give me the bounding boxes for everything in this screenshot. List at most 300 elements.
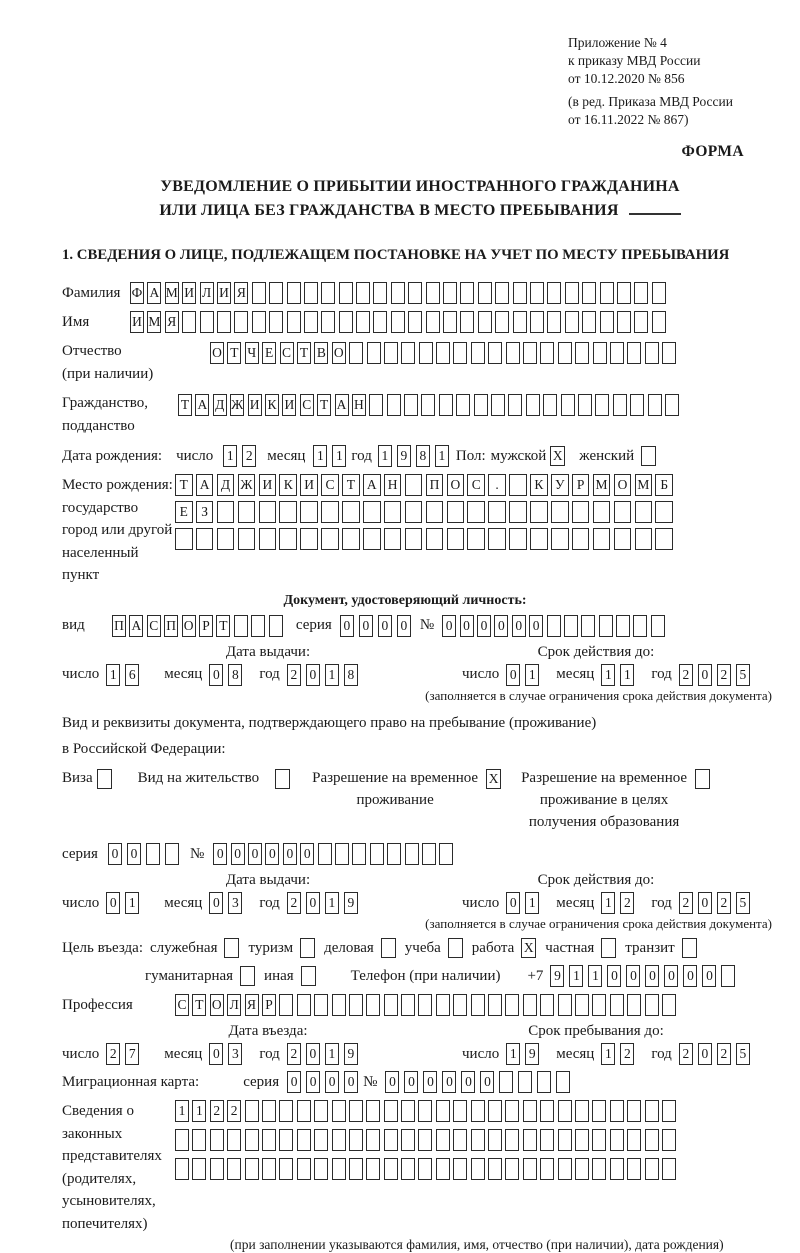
char-box[interactable] <box>551 501 569 523</box>
char-box[interactable] <box>523 994 537 1016</box>
char-box[interactable] <box>436 1158 450 1180</box>
char-box[interactable] <box>617 282 631 304</box>
char-box[interactable] <box>471 342 485 364</box>
char-box[interactable] <box>287 282 301 304</box>
char-box[interactable] <box>175 1129 189 1151</box>
char-box[interactable]: С <box>280 342 294 364</box>
char-box[interactable] <box>530 282 544 304</box>
char-box[interactable]: 0 <box>300 843 314 865</box>
char-box[interactable] <box>404 394 418 416</box>
char-box[interactable] <box>662 1100 676 1122</box>
char-box[interactable] <box>217 528 235 550</box>
char-box[interactable]: Т <box>178 394 192 416</box>
char-box[interactable] <box>645 1129 659 1151</box>
char-box[interactable]: И <box>182 282 196 304</box>
char-box[interactable] <box>547 311 561 333</box>
char-box[interactable] <box>592 994 606 1016</box>
char-box[interactable]: 2 <box>717 664 731 686</box>
char-box[interactable] <box>297 1129 311 1151</box>
char-box[interactable] <box>610 994 624 1016</box>
char-box[interactable]: Р <box>572 474 590 496</box>
char-box[interactable] <box>509 528 527 550</box>
visa-checkbox[interactable] <box>97 769 112 789</box>
char-box[interactable]: 9 <box>525 1043 539 1065</box>
char-box[interactable] <box>369 394 383 416</box>
char-box[interactable] <box>540 1129 554 1151</box>
purpose-transit-checkbox[interactable] <box>682 938 697 958</box>
char-box[interactable]: Т <box>297 342 311 364</box>
char-box[interactable] <box>363 528 381 550</box>
char-box[interactable] <box>339 311 353 333</box>
char-box[interactable] <box>523 342 537 364</box>
char-box[interactable]: 9 <box>344 1043 358 1065</box>
char-box[interactable] <box>547 615 561 637</box>
char-box[interactable] <box>600 282 614 304</box>
char-box[interactable]: Р <box>199 615 213 637</box>
char-box[interactable]: 1 <box>125 892 139 914</box>
char-box[interactable] <box>366 1129 380 1151</box>
char-box[interactable] <box>558 994 572 1016</box>
char-box[interactable] <box>495 311 509 333</box>
char-box[interactable] <box>592 1158 606 1180</box>
char-box[interactable] <box>447 501 465 523</box>
char-box[interactable] <box>408 311 422 333</box>
char-box[interactable]: 0 <box>664 965 678 987</box>
char-box[interactable] <box>418 1158 432 1180</box>
char-box[interactable]: 2 <box>717 1043 731 1065</box>
char-box[interactable]: 5 <box>736 664 750 686</box>
char-box[interactable] <box>633 615 647 637</box>
char-box[interactable]: О <box>332 342 346 364</box>
char-box[interactable] <box>387 394 401 416</box>
char-box[interactable]: П <box>112 615 126 637</box>
char-box[interactable]: С <box>175 994 189 1016</box>
char-box[interactable]: 8 <box>228 664 242 686</box>
char-box[interactable]: Т <box>216 615 230 637</box>
char-box[interactable]: 5 <box>736 1043 750 1065</box>
char-box[interactable]: П <box>426 474 444 496</box>
char-box[interactable]: 1 <box>325 892 339 914</box>
char-box[interactable]: 0 <box>127 843 141 865</box>
char-box[interactable]: К <box>265 394 279 416</box>
char-box[interactable]: 0 <box>512 615 526 637</box>
char-box[interactable]: 1 <box>106 664 120 686</box>
char-box[interactable] <box>645 342 659 364</box>
char-box[interactable]: А <box>195 394 209 416</box>
char-box[interactable]: 5 <box>736 892 750 914</box>
char-box[interactable]: 0 <box>209 1043 223 1065</box>
char-box[interactable] <box>556 1071 570 1093</box>
char-box[interactable] <box>575 342 589 364</box>
char-box[interactable] <box>488 1158 502 1180</box>
char-box[interactable] <box>342 501 360 523</box>
char-box[interactable] <box>467 528 485 550</box>
char-box[interactable] <box>488 342 502 364</box>
char-box[interactable] <box>279 1129 293 1151</box>
char-box[interactable]: М <box>165 282 179 304</box>
char-box[interactable]: С <box>147 615 161 637</box>
char-box[interactable] <box>610 342 624 364</box>
char-box[interactable] <box>551 528 569 550</box>
char-box[interactable]: 0 <box>442 1071 456 1093</box>
char-box[interactable]: 0 <box>480 1071 494 1093</box>
char-box[interactable] <box>614 501 632 523</box>
char-box[interactable] <box>314 994 328 1016</box>
purpose-tourism-checkbox[interactable] <box>300 938 315 958</box>
char-box[interactable] <box>652 282 666 304</box>
char-box[interactable]: 2 <box>679 1043 693 1065</box>
char-box[interactable]: К <box>279 474 297 496</box>
char-box[interactable] <box>645 994 659 1016</box>
char-box[interactable]: 0 <box>231 843 245 865</box>
char-box[interactable] <box>453 994 467 1016</box>
char-box[interactable]: И <box>217 282 231 304</box>
char-box[interactable] <box>217 501 235 523</box>
char-box[interactable] <box>279 994 293 1016</box>
char-box[interactable]: И <box>259 474 277 496</box>
char-box[interactable]: А <box>129 615 143 637</box>
char-box[interactable] <box>300 501 318 523</box>
char-box[interactable]: 0 <box>494 615 508 637</box>
purpose-private-checkbox[interactable] <box>601 938 616 958</box>
char-box[interactable] <box>217 311 231 333</box>
char-box[interactable] <box>367 342 381 364</box>
char-box[interactable] <box>645 1158 659 1180</box>
char-box[interactable] <box>582 311 596 333</box>
char-box[interactable]: 1 <box>525 664 539 686</box>
char-box[interactable]: 3 <box>228 892 242 914</box>
char-box[interactable] <box>495 282 509 304</box>
char-box[interactable] <box>651 615 665 637</box>
char-box[interactable] <box>627 1100 641 1122</box>
char-box[interactable] <box>297 1158 311 1180</box>
char-box[interactable] <box>262 1100 276 1122</box>
char-box[interactable] <box>269 615 283 637</box>
char-box[interactable] <box>297 1100 311 1122</box>
char-box[interactable] <box>251 615 265 637</box>
char-box[interactable]: И <box>248 394 262 416</box>
char-box[interactable] <box>614 528 632 550</box>
char-box[interactable] <box>252 282 266 304</box>
char-box[interactable] <box>384 1129 398 1151</box>
char-box[interactable] <box>287 311 301 333</box>
char-box[interactable] <box>387 843 401 865</box>
char-box[interactable] <box>471 1100 485 1122</box>
char-box[interactable] <box>318 843 332 865</box>
char-box[interactable]: 0 <box>306 1043 320 1065</box>
char-box[interactable] <box>616 615 630 637</box>
char-box[interactable] <box>592 1129 606 1151</box>
char-box[interactable] <box>314 1158 328 1180</box>
char-box[interactable] <box>509 474 527 496</box>
char-box[interactable] <box>405 474 423 496</box>
char-box[interactable]: Я <box>245 994 259 1016</box>
char-box[interactable]: Ж <box>238 474 256 496</box>
char-box[interactable] <box>426 501 444 523</box>
char-box[interactable] <box>478 311 492 333</box>
char-box[interactable]: В <box>314 342 328 364</box>
char-box[interactable]: 0 <box>529 615 543 637</box>
char-box[interactable] <box>610 1158 624 1180</box>
char-box[interactable] <box>558 1129 572 1151</box>
char-box[interactable]: 0 <box>626 965 640 987</box>
char-box[interactable]: П <box>164 615 178 637</box>
char-box[interactable] <box>373 311 387 333</box>
char-box[interactable]: О <box>447 474 465 496</box>
char-box[interactable]: 2 <box>620 892 634 914</box>
char-box[interactable] <box>332 1158 346 1180</box>
char-box[interactable] <box>645 1100 659 1122</box>
char-box[interactable] <box>617 311 631 333</box>
char-box[interactable] <box>419 342 433 364</box>
char-box[interactable]: Е <box>175 501 193 523</box>
char-box[interactable]: М <box>635 474 653 496</box>
char-box[interactable] <box>627 994 641 1016</box>
char-box[interactable] <box>418 1129 432 1151</box>
char-box[interactable]: 8 <box>416 445 430 467</box>
char-box[interactable] <box>405 528 423 550</box>
char-box[interactable]: 0 <box>378 615 392 637</box>
char-box[interactable]: И <box>282 394 296 416</box>
char-box[interactable] <box>405 843 419 865</box>
char-box[interactable] <box>513 282 527 304</box>
char-box[interactable] <box>401 994 415 1016</box>
char-box[interactable]: 0 <box>209 892 223 914</box>
char-box[interactable]: 0 <box>306 1071 320 1093</box>
char-box[interactable]: У <box>551 474 569 496</box>
char-box[interactable]: 2 <box>242 445 256 467</box>
sex-female-checkbox[interactable] <box>641 446 656 466</box>
char-box[interactable]: 0 <box>607 965 621 987</box>
char-box[interactable]: А <box>335 394 349 416</box>
char-box[interactable] <box>436 342 450 364</box>
char-box[interactable] <box>234 311 248 333</box>
char-box[interactable] <box>439 394 453 416</box>
char-box[interactable] <box>366 1100 380 1122</box>
char-box[interactable] <box>245 1129 259 1151</box>
char-box[interactable] <box>595 394 609 416</box>
char-box[interactable] <box>363 501 381 523</box>
char-box[interactable]: С <box>467 474 485 496</box>
char-box[interactable]: 2 <box>227 1100 241 1122</box>
char-box[interactable] <box>575 994 589 1016</box>
char-box[interactable] <box>401 1100 415 1122</box>
char-box[interactable] <box>332 994 346 1016</box>
char-box[interactable] <box>505 1129 519 1151</box>
char-box[interactable] <box>426 282 440 304</box>
char-box[interactable] <box>165 843 179 865</box>
char-box[interactable]: 9 <box>550 965 564 987</box>
char-box[interactable] <box>146 843 160 865</box>
char-box[interactable] <box>384 528 402 550</box>
char-box[interactable] <box>558 342 572 364</box>
char-box[interactable]: 0 <box>306 664 320 686</box>
char-box[interactable] <box>488 1100 502 1122</box>
char-box[interactable]: Н <box>352 394 366 416</box>
char-box[interactable]: 0 <box>461 1071 475 1093</box>
char-box[interactable]: 0 <box>702 965 716 987</box>
char-box[interactable]: 0 <box>506 664 520 686</box>
char-box[interactable] <box>349 1100 363 1122</box>
char-box[interactable] <box>349 1129 363 1151</box>
char-box[interactable] <box>488 1129 502 1151</box>
char-box[interactable] <box>655 501 673 523</box>
char-box[interactable]: З <box>196 501 214 523</box>
char-box[interactable]: 0 <box>397 615 411 637</box>
char-box[interactable] <box>332 1129 346 1151</box>
char-box[interactable] <box>613 394 627 416</box>
char-box[interactable] <box>300 528 318 550</box>
char-box[interactable] <box>453 1100 467 1122</box>
char-box[interactable]: 1 <box>223 445 237 467</box>
char-box[interactable] <box>349 994 363 1016</box>
char-box[interactable] <box>436 1129 450 1151</box>
char-box[interactable] <box>356 282 370 304</box>
char-box[interactable]: Л <box>227 994 241 1016</box>
char-box[interactable] <box>262 1129 276 1151</box>
char-box[interactable] <box>436 1100 450 1122</box>
char-box[interactable]: 1 <box>620 664 634 686</box>
char-box[interactable] <box>384 994 398 1016</box>
purpose-other-checkbox[interactable] <box>301 966 316 986</box>
char-box[interactable] <box>593 528 611 550</box>
char-box[interactable] <box>245 1100 259 1122</box>
char-box[interactable]: 3 <box>228 1043 242 1065</box>
char-box[interactable]: 0 <box>698 892 712 914</box>
char-box[interactable] <box>366 994 380 1016</box>
char-box[interactable] <box>634 282 648 304</box>
char-box[interactable] <box>491 394 505 416</box>
char-box[interactable] <box>456 394 470 416</box>
char-box[interactable] <box>373 282 387 304</box>
char-box[interactable] <box>662 342 676 364</box>
char-box[interactable] <box>391 282 405 304</box>
char-box[interactable]: 0 <box>283 843 297 865</box>
char-box[interactable] <box>523 1129 537 1151</box>
char-box[interactable]: Ч <box>245 342 259 364</box>
char-box[interactable]: Б <box>655 474 673 496</box>
char-box[interactable]: Т <box>342 474 360 496</box>
char-box[interactable] <box>238 528 256 550</box>
char-box[interactable]: 1 <box>175 1100 189 1122</box>
char-box[interactable] <box>349 1158 363 1180</box>
char-box[interactable] <box>339 282 353 304</box>
char-box[interactable]: Т <box>317 394 331 416</box>
char-box[interactable] <box>593 342 607 364</box>
char-box[interactable]: Т <box>227 342 241 364</box>
char-box[interactable]: 1 <box>325 1043 339 1065</box>
char-box[interactable] <box>581 615 595 637</box>
char-box[interactable]: 9 <box>397 445 411 467</box>
char-box[interactable] <box>572 528 590 550</box>
char-box[interactable] <box>540 994 554 1016</box>
char-box[interactable] <box>192 1158 206 1180</box>
char-box[interactable] <box>508 394 522 416</box>
char-box[interactable] <box>321 282 335 304</box>
char-box[interactable]: О <box>614 474 632 496</box>
char-box[interactable] <box>453 342 467 364</box>
char-box[interactable]: А <box>363 474 381 496</box>
char-box[interactable]: 1 <box>192 1100 206 1122</box>
char-box[interactable]: 7 <box>125 1043 139 1065</box>
char-box[interactable]: 0 <box>340 615 354 637</box>
char-box[interactable] <box>509 501 527 523</box>
char-box[interactable] <box>426 528 444 550</box>
char-box[interactable] <box>627 1158 641 1180</box>
char-box[interactable]: 2 <box>679 664 693 686</box>
char-box[interactable] <box>523 1158 537 1180</box>
char-box[interactable] <box>200 311 214 333</box>
char-box[interactable] <box>578 394 592 416</box>
char-box[interactable]: 6 <box>125 664 139 686</box>
char-box[interactable] <box>592 1100 606 1122</box>
char-box[interactable] <box>537 1071 551 1093</box>
char-box[interactable] <box>384 342 398 364</box>
char-box[interactable] <box>297 994 311 1016</box>
char-box[interactable] <box>262 1158 276 1180</box>
char-box[interactable]: Я <box>165 311 179 333</box>
char-box[interactable]: 1 <box>525 892 539 914</box>
char-box[interactable] <box>634 311 648 333</box>
char-box[interactable]: 0 <box>423 1071 437 1093</box>
char-box[interactable] <box>460 311 474 333</box>
char-box[interactable] <box>252 311 266 333</box>
char-box[interactable] <box>436 994 450 1016</box>
char-box[interactable] <box>575 1100 589 1122</box>
char-box[interactable]: 1 <box>332 445 346 467</box>
char-box[interactable]: 1 <box>435 445 449 467</box>
char-box[interactable]: С <box>300 394 314 416</box>
char-box[interactable]: О <box>210 342 224 364</box>
char-box[interactable] <box>401 342 415 364</box>
char-box[interactable] <box>227 1129 241 1151</box>
char-box[interactable] <box>210 1129 224 1151</box>
char-box[interactable] <box>547 282 561 304</box>
char-box[interactable] <box>599 615 613 637</box>
char-box[interactable] <box>196 528 214 550</box>
residence-permit-checkbox[interactable] <box>275 769 290 789</box>
char-box[interactable]: 0 <box>359 615 373 637</box>
char-box[interactable]: . <box>488 474 506 496</box>
char-box[interactable] <box>665 394 679 416</box>
char-box[interactable] <box>259 501 277 523</box>
char-box[interactable] <box>335 843 349 865</box>
char-box[interactable]: И <box>300 474 318 496</box>
char-box[interactable]: 0 <box>683 965 697 987</box>
char-box[interactable]: Д <box>213 394 227 416</box>
char-box[interactable] <box>418 994 432 1016</box>
char-box[interactable] <box>655 528 673 550</box>
char-box[interactable]: 1 <box>506 1043 520 1065</box>
char-box[interactable] <box>662 1129 676 1151</box>
char-box[interactable]: 0 <box>698 1043 712 1065</box>
purpose-study-checkbox[interactable] <box>448 938 463 958</box>
char-box[interactable] <box>471 994 485 1016</box>
char-box[interactable] <box>662 994 676 1016</box>
char-box[interactable] <box>304 282 318 304</box>
char-box[interactable] <box>505 1158 519 1180</box>
char-box[interactable]: 0 <box>213 843 227 865</box>
char-box[interactable] <box>662 1158 676 1180</box>
char-box[interactable] <box>635 528 653 550</box>
char-box[interactable] <box>321 528 339 550</box>
char-box[interactable] <box>499 1071 513 1093</box>
char-box[interactable] <box>523 1100 537 1122</box>
char-box[interactable]: 0 <box>209 664 223 686</box>
char-box[interactable] <box>366 1158 380 1180</box>
char-box[interactable]: А <box>196 474 214 496</box>
char-box[interactable]: 0 <box>477 615 491 637</box>
